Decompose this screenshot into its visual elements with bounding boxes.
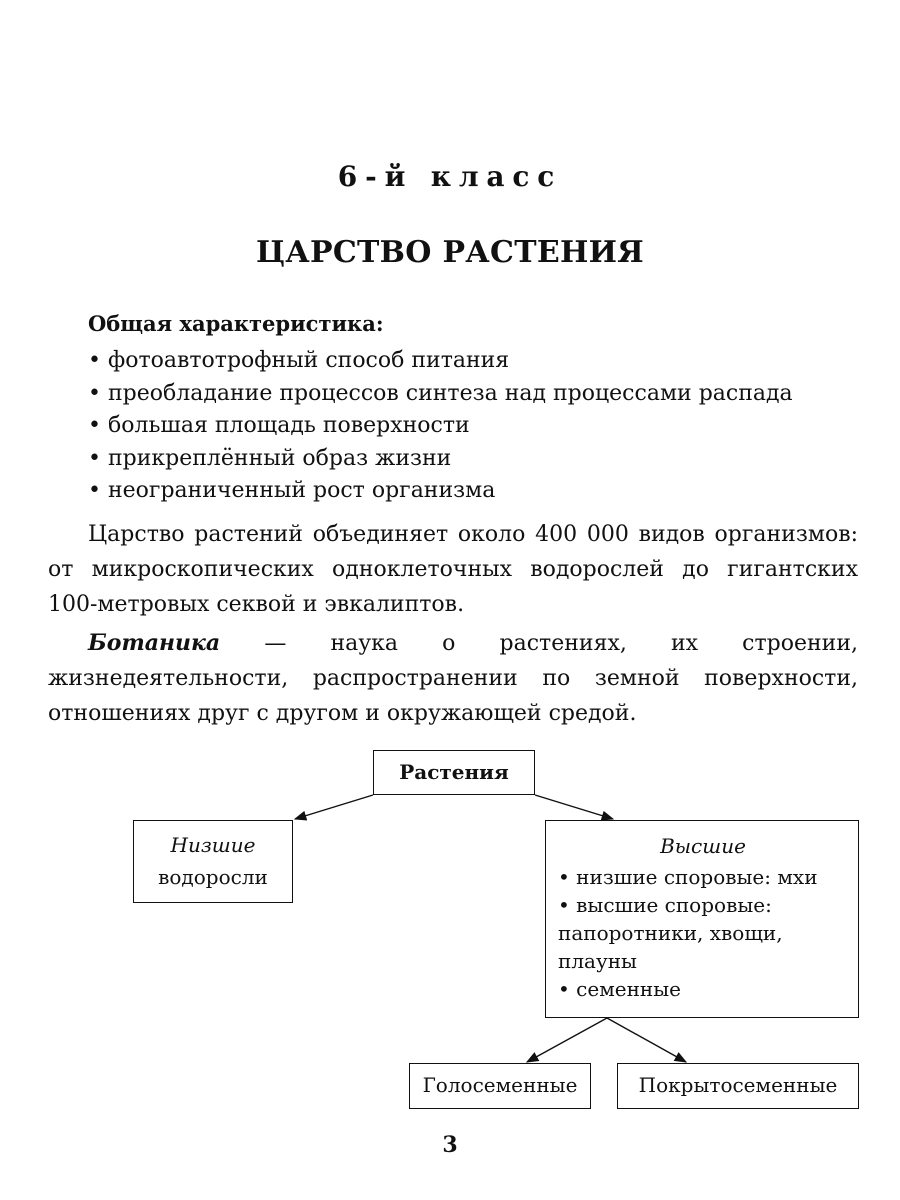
list-item: • неограниченный рост организма — [88, 475, 793, 508]
list-item: • большая площадь поверхности — [88, 410, 793, 443]
arrow-to-angiosperms — [607, 1018, 686, 1062]
list-item: • фотоавтотрофный способ питания — [88, 345, 793, 378]
botany-definition: — наука о растениях, их строении, жизнедеятельности, распространении по земной поверхности, отношениях друг с другом и окружающей средой. — [48, 631, 858, 726]
list-item: • преобладание процессов синтеза над процессами распада — [88, 378, 793, 411]
gymnosperms-box: Голосеменные — [409, 1063, 591, 1109]
arrow-to-higher — [535, 795, 613, 819]
higher-plants-list — [558, 863, 848, 1003]
plants-box: Растения — [373, 750, 535, 795]
higher-plants-box — [545, 820, 859, 1018]
lower-plants-text: водоросли — [158, 865, 268, 889]
arrow-to-gymnosperms — [527, 1018, 607, 1062]
lower-plants-heading: Низшие — [170, 833, 256, 857]
botany-term: Ботаника — [88, 630, 221, 656]
higher-plants-heading: Высшие — [660, 834, 746, 858]
grade-heading: 6-й класс — [337, 160, 563, 193]
page-number: 3 — [442, 1132, 458, 1158]
angiosperms-box: Покрытосеменные — [617, 1063, 859, 1109]
list-item: • прикреплённый образ жизни — [88, 443, 793, 476]
arrow-to-lower — [295, 795, 373, 819]
list-item: • семенные — [558, 975, 848, 1003]
list-item: • высшие споровые: папоротники, хвощи, плауны — [558, 891, 848, 975]
kingdom-paragraph: Царство растений объединяет около 400 000 видов организмов: от микроскопических одноклеточных водорослей до гигантских 100-метровых секвой и эвкалиптов. — [48, 522, 858, 617]
page-title: ЦАРСТВО РАСТЕНИЯ — [255, 235, 645, 270]
list-item: • низшие споровые: мхи — [558, 863, 848, 891]
characteristics-heading: Общая характеристика: — [88, 311, 384, 336]
lower-plants-box — [133, 820, 293, 903]
